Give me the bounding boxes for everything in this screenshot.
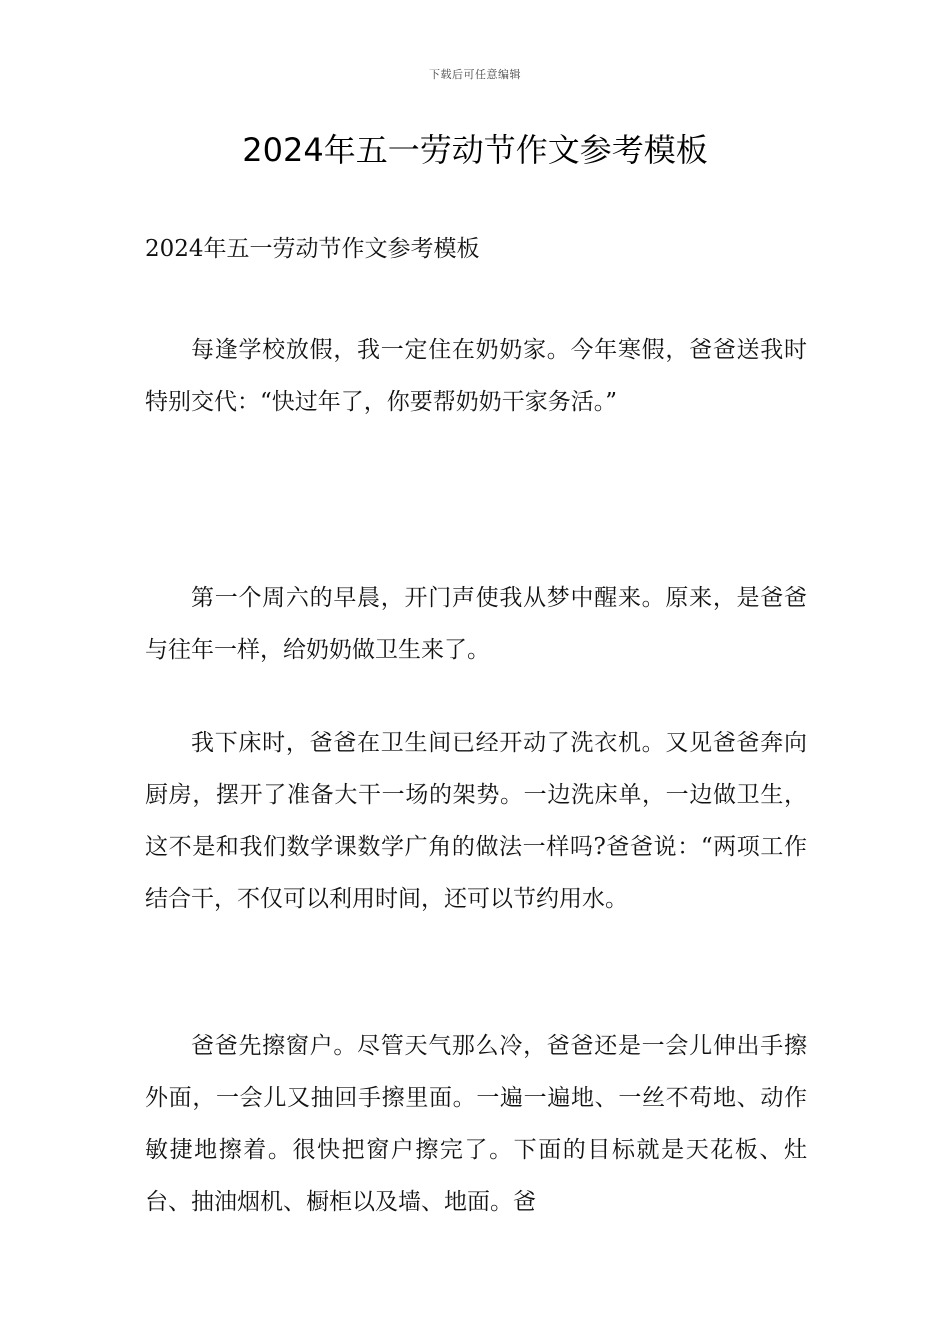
header-note: 下载后可任意编辑 [429,68,521,81]
paragraph-1: 每逢学校放假，我一定住在奶奶家。今年寒假，爸爸送我时特别交代：“快过年了，你要帮奶奶干家务活。” [145,337,807,415]
paragraph-3: 我下床时，爸爸在卫生间已经开动了洗衣机。又见爸爸奔向厨房，摆开了准备大干一场的架势。一边洗床单，一边做卫生，这不是和我们数学课数学广角的做法一样吗?爸爸说：“两项工作结合干，不仅可以利用时间，还可以节约用水。 [145,730,807,912]
document-title: 2024年五一劳动节作文参考模板 [242,131,708,169]
paragraph-2: 第一个周六的早晨，开门声使我从梦中醒来。原来，是爸爸与往年一样，给奶奶做卫生来了。 [145,585,807,663]
document-subtitle: 2024年五一劳动节作文参考模板 [145,236,480,262]
paragraph-4: 爸爸先擦窗户。尽管天气那么冷，爸爸还是一会儿伸出手擦外面，一会儿又抽回手擦里面。一遍一遍地、一丝不苟地、动作敏捷地擦着。很快把窗户擦完了。下面的目标就是天花板、灶台、抽油烟机、橱柜以及墙、地面。爸 [145,1033,807,1215]
